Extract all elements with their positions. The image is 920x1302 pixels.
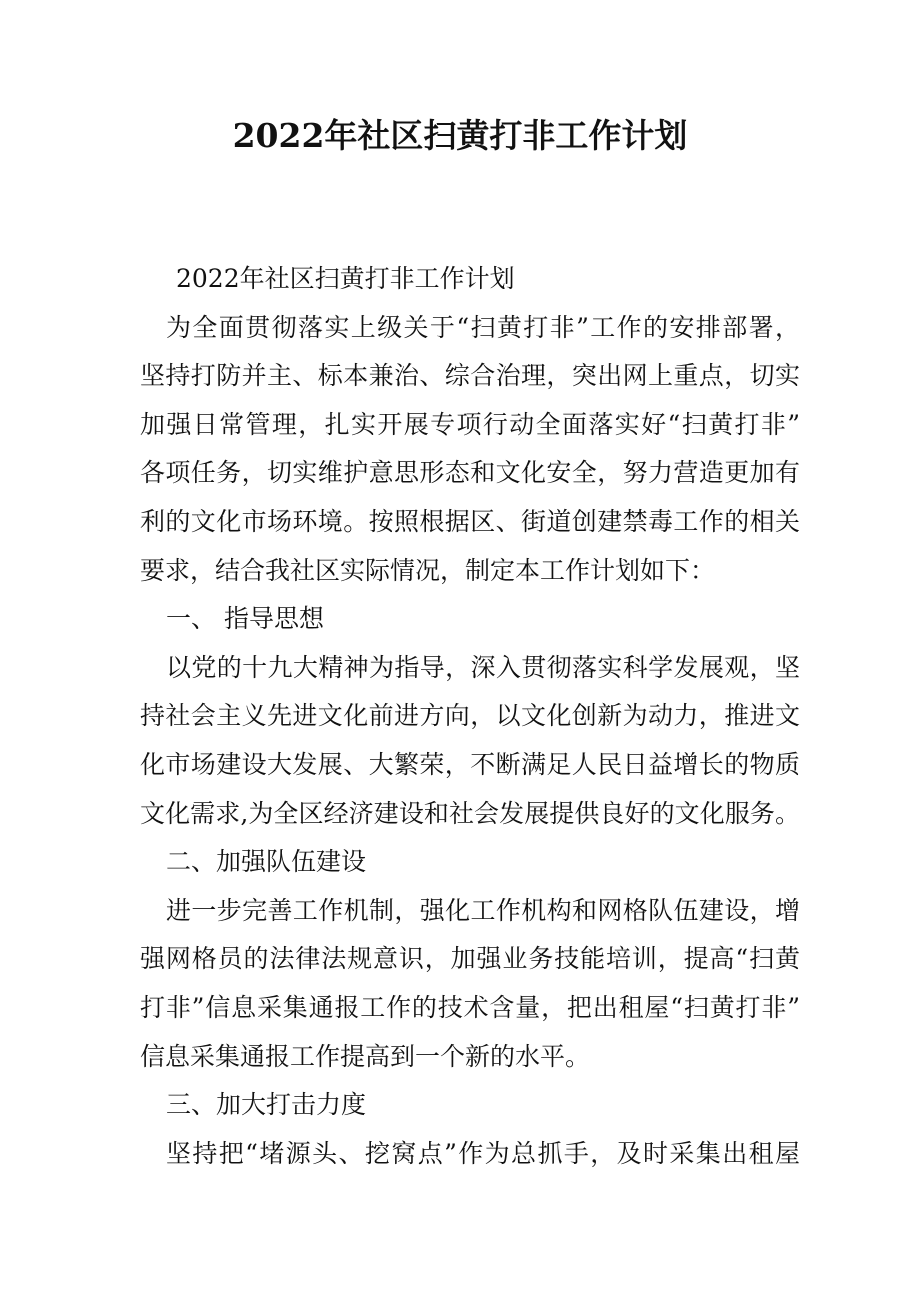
paragraph-line: 持社会主义先进文化前进方向，以文化创新为动力，推进文 [140, 701, 800, 731]
paragraph-line: 坚持打防并主、标本兼治、综合治理，突出网上重点，切实 [140, 361, 800, 391]
document-title: 2022年社区扫黄打非工作计划 [232, 116, 688, 155]
section-heading-1: 一、 指导思想 [166, 604, 324, 634]
paragraph-line: 强网格员的法律法规意识，加强业务技能培训，提高“扫黄 [140, 944, 800, 974]
paragraph-line: 打非”信息采集通报工作的技术含量，把出租屋“扫黄打非” [140, 992, 800, 1022]
paragraph-line: 化市场建设大发展、大繁荣，不断满足人民日益增长的物质 [140, 749, 800, 779]
paragraph-line: 利的文化市场环境。按照根据区、街道创建禁毒工作的相关 [140, 506, 800, 536]
section-heading-3: 三、加大打击力度 [166, 1090, 367, 1120]
section-heading-2: 二、加强队伍建设 [166, 847, 367, 877]
paragraph-line: 文化需求,为全区经济建设和社会发展提供良好的文化服务。 [140, 798, 800, 828]
paragraph-line: 坚持把“堵源头、挖窝点”作为总抓手，及时采集出租屋 [166, 1138, 800, 1168]
paragraph-line: 要求，结合我社区实际情况，制定本工作计划如下： [140, 555, 716, 585]
paragraph-line: 各项任务，切实维护意思形态和文化安全，努力营造更加有 [140, 458, 800, 488]
paragraph-line: 以党的十九大精神为指导，深入贯彻落实科学发展观，坚 [166, 652, 800, 682]
paragraph-line: 进一步完善工作机制，强化工作机构和网格队伍建设，增 [166, 895, 800, 925]
paragraph-line: 信息采集通报工作提高到一个新的水平。 [140, 1041, 591, 1071]
paragraph-line: 为全面贯彻落实上级关于“扫黄打非”工作的安排部署， [166, 312, 800, 342]
body-subtitle: 2022年社区扫黄打非工作计划 [176, 264, 515, 293]
paragraph-line: 加强日常管理，扎实开展专项行动全面落实好“扫黄打非” [140, 409, 800, 439]
document-body [140, 255, 800, 1178]
